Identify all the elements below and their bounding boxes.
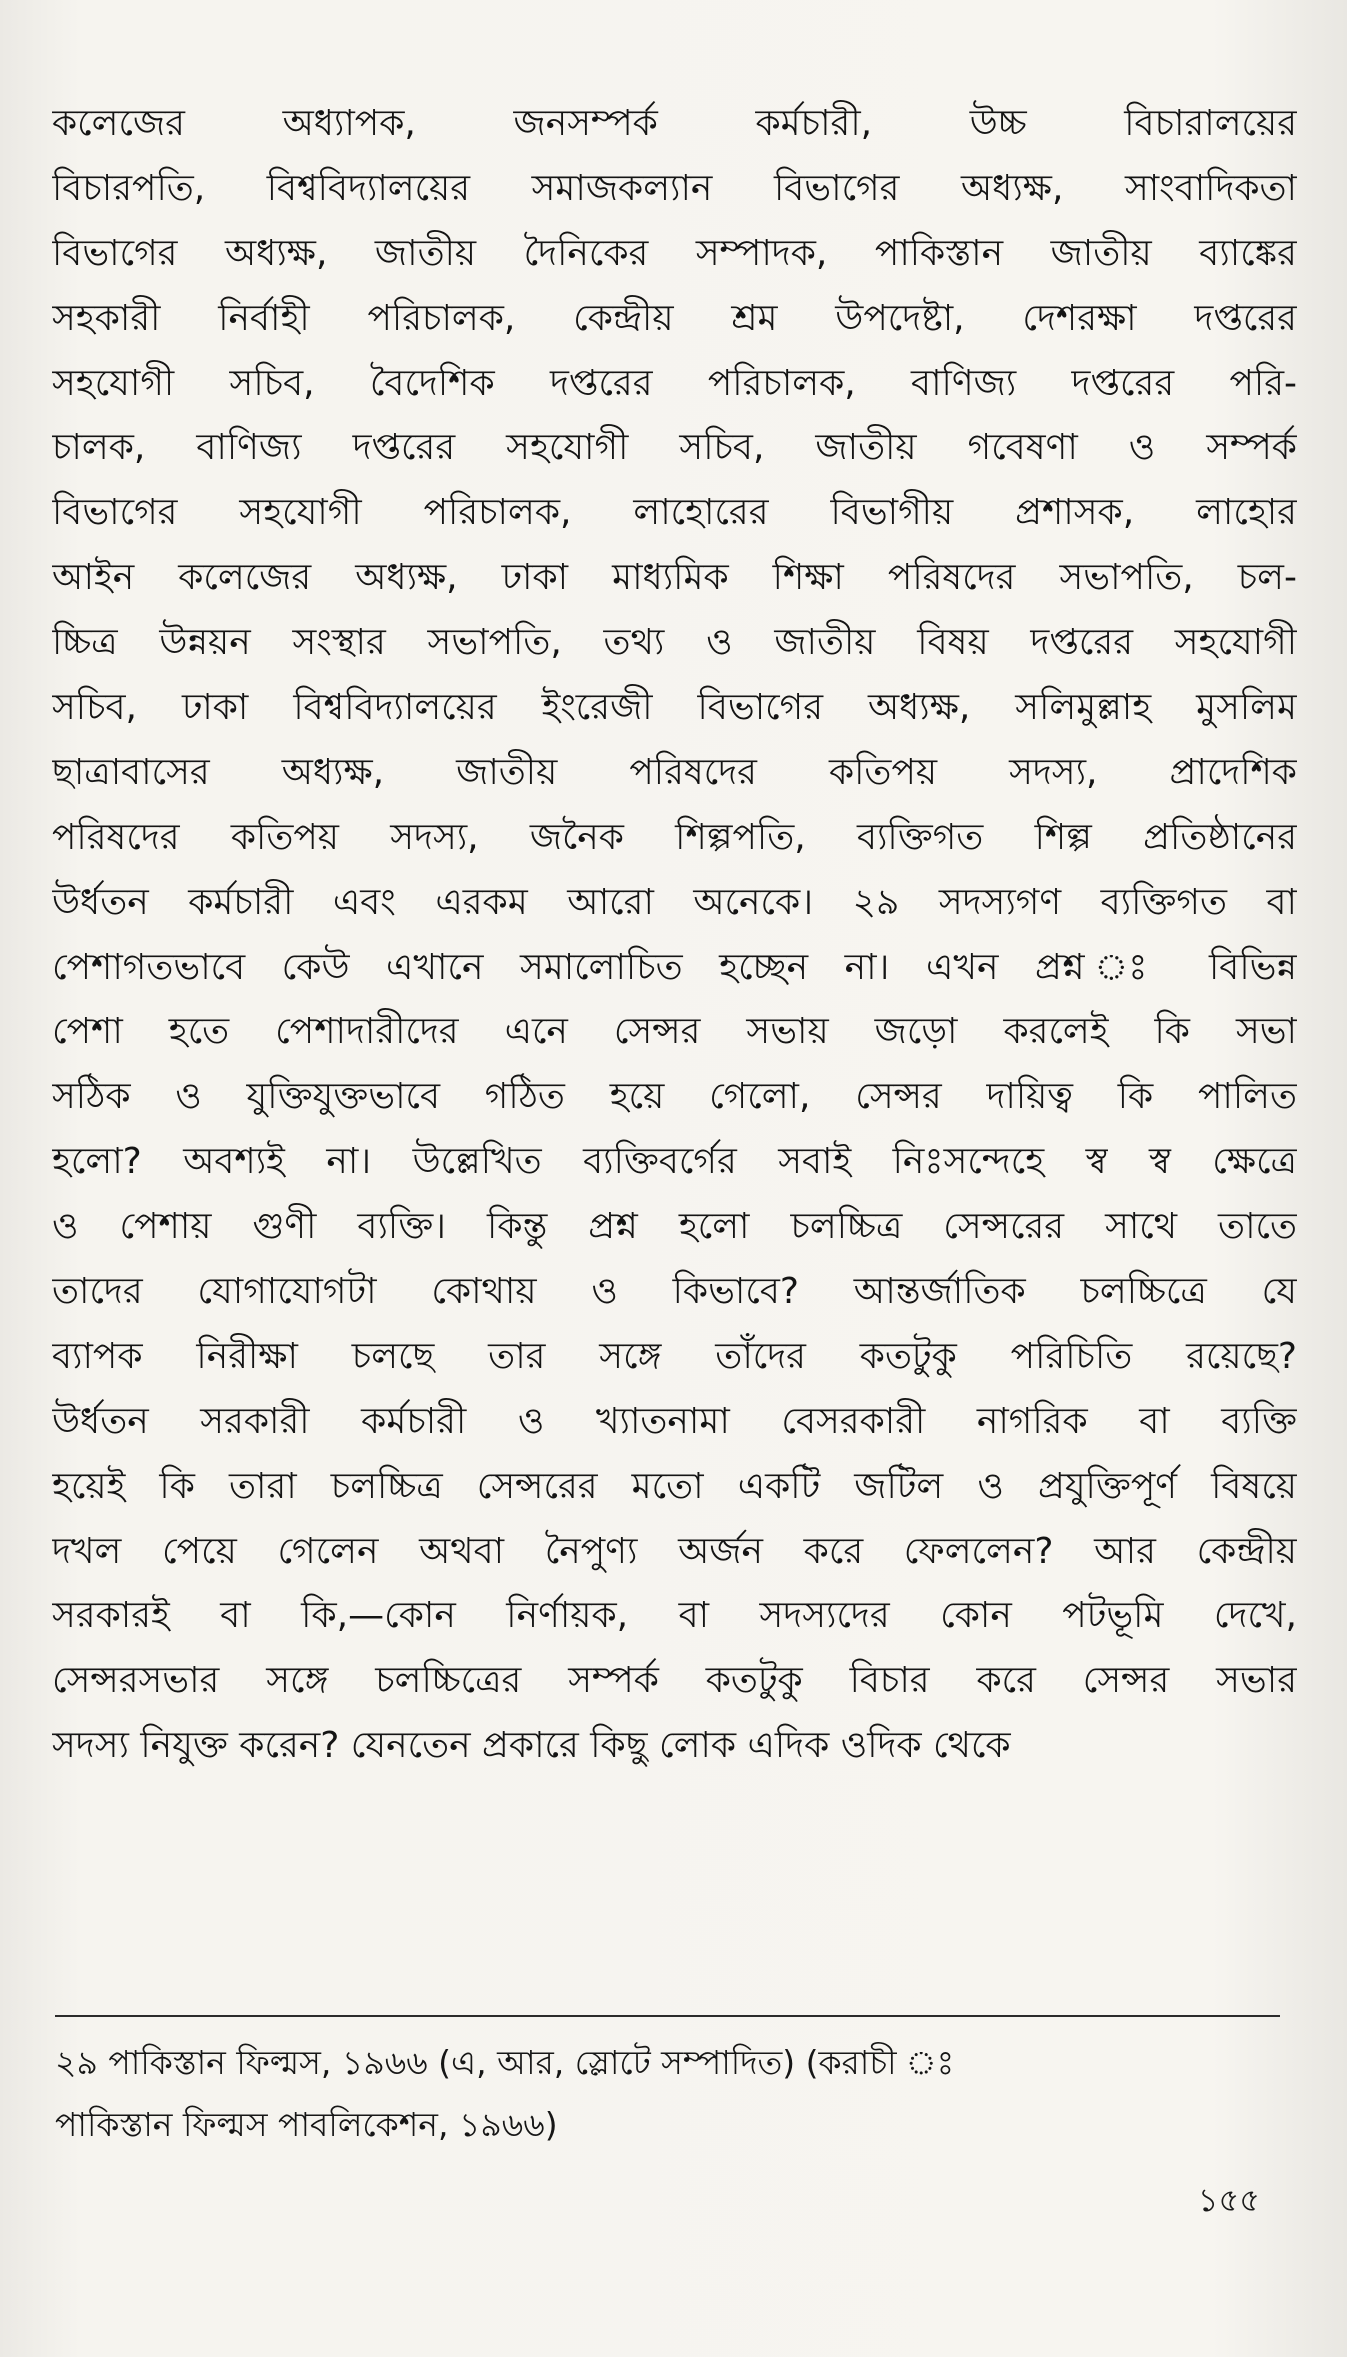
page-number: ১৫৫ — [1197, 2181, 1260, 2219]
text-line: সঠিক ও যুক্তিযুক্তভাবে গঠিত হয়ে গেলো, সেন্সর দায়িত্ব কি পালিত — [52, 1076, 1297, 1118]
text-line: পেশাগতভাবে কেউ এখানে সমালোচিত হচ্ছেন না। এখন প্রশ্ন ঃ বিভিন্ন — [52, 946, 1297, 988]
text-line: সচিব, ঢাকা বিশ্ববিদ্যালয়ের ইংরেজী বিভাগের অধ্যক্ষ, সলিমুল্লাহ মুসলিম — [52, 687, 1297, 729]
text-line: সহযোগী সচিব, বৈদেশিক দপ্তরের পরিচালক, বাণিজ্য দপ্তরের পরি- — [52, 362, 1297, 404]
text-line: পরিষদের কতিপয় সদস্য, জনৈক শিল্পপতি, ব্যক্তিগত শিল্প প্রতিষ্ঠানের — [52, 816, 1297, 858]
text-line: তাদের যোগাযোগটা কোথায় ও কিভাবে? আন্তর্জাতিক চলচ্চিত্রে যে — [52, 1271, 1297, 1313]
text-line: ব্যাপক নিরীক্ষা চলছে তার সঙ্গে তাঁদের কতটুকু পরিচিতি রয়েছে? — [52, 1335, 1297, 1377]
text-line: হলো? অবশ্যই না। উল্লেখিত ব্যক্তিবর্গের সবাই নিঃসন্দেহে স্ব স্ব ক্ষেত্রে — [52, 1141, 1297, 1183]
body-text — [52, 92, 1297, 1779]
text-line: বিচারপতি, বিশ্ববিদ্যালয়ের সমাজকল্যান বিভাগের অধ্যক্ষ, সাংবাদিকতা — [52, 167, 1297, 209]
text-line: বিভাগের সহযোগী পরিচালক, লাহোরের বিভাগীয় প্রশাসক, লাহোর — [52, 492, 1297, 534]
text-line: বিভাগের অধ্যক্ষ, জাতীয় দৈনিকের সম্পাদক, পাকিস্তান জাতীয় ব্যাঙ্কের — [52, 232, 1297, 274]
text-line: সদস্য নিযুক্ত করেন? যেনতেন প্রকারে কিছু লোক এদিক ওদিক থেকে — [52, 1725, 1011, 1767]
footnote-divider — [55, 2015, 1280, 2017]
text-line: হয়েই কি তারা চলচ্চিত্র সেন্সরের মতো একটি জটিল ও প্রযুক্তিপূর্ণ বিষয়ে — [52, 1465, 1297, 1507]
text-line: উর্ধতন সরকারী কর্মচারী ও খ্যাতনামা বেসরকারী নাগরিক বা ব্যক্তি — [52, 1400, 1297, 1442]
text-line: দখল পেয়ে গেলেন অথবা নৈপুণ্য অর্জন করে ফেললেন? আর কেন্দ্রীয় — [52, 1530, 1297, 1572]
text-line: ও পেশায় গুণী ব্যক্তি। কিন্তু প্রশ্ন হলো চলচ্চিত্র সেন্সরের সাথে তাতে — [52, 1206, 1297, 1248]
footnote-line: পাকিস্তান ফিল্মস পাবলিকেশন, ১৯৬৬) — [55, 2105, 558, 2144]
text-line: কলেজের অধ্যাপক, জনসম্পর্ক কর্মচারী, উচ্চ বিচারালয়ের — [52, 103, 1297, 144]
text-line: ছাত্রাবাসের অধ্যক্ষ, জাতীয় পরিষদের কতিপয় সদস্য, প্রাদেশিক — [52, 751, 1297, 793]
text-line: চ্চিত্র উন্নয়ন সংস্থার সভাপতি, তথ্য ও জাতীয় বিষয় দপ্তরের সহযোগী — [52, 622, 1297, 664]
text-line: সহকারী নির্বাহী পরিচালক, কেন্দ্রীয় শ্রম উপদেষ্টা, দেশরক্ষা দপ্তরের — [52, 297, 1297, 339]
text-line: উর্ধতন কর্মচারী এবং এরকম আরো অনেকে। ২৯ সদস্যগণ ব্যক্তিগত বা — [52, 881, 1297, 923]
text-line: চালক, বাণিজ্য দপ্তরের সহযোগী সচিব, জাতীয় গবেষণা ও সম্পর্ক — [52, 427, 1297, 469]
text-line: পেশা হতে পেশাদারীদের এনে সেন্সর সভায় জড়ো করলেই কি সভা — [52, 1011, 1297, 1053]
footnote — [55, 2032, 1295, 2156]
footnote-line: ২৯ পাকিস্তান ফিল্মস, ১৯৬৬ (এ, আর, স্লোটে সম্পাদিত) (করাচী ঃ — [55, 2043, 955, 2082]
text-line: সেন্সরসভার সঙ্গে চলচ্চিত্রের সম্পর্ক কতটুকু বিচার করে সেন্সর সভার — [52, 1660, 1297, 1702]
text-line: আইন কলেজের অধ্যক্ষ, ঢাকা মাধ্যমিক শিক্ষা পরিষদের সভাপতি, চল- — [52, 557, 1297, 599]
text-line: সরকারই বা কি,—কোন নির্ণায়ক, বা সদস্যদের কোন পটভূমি দেখে, — [52, 1595, 1297, 1637]
